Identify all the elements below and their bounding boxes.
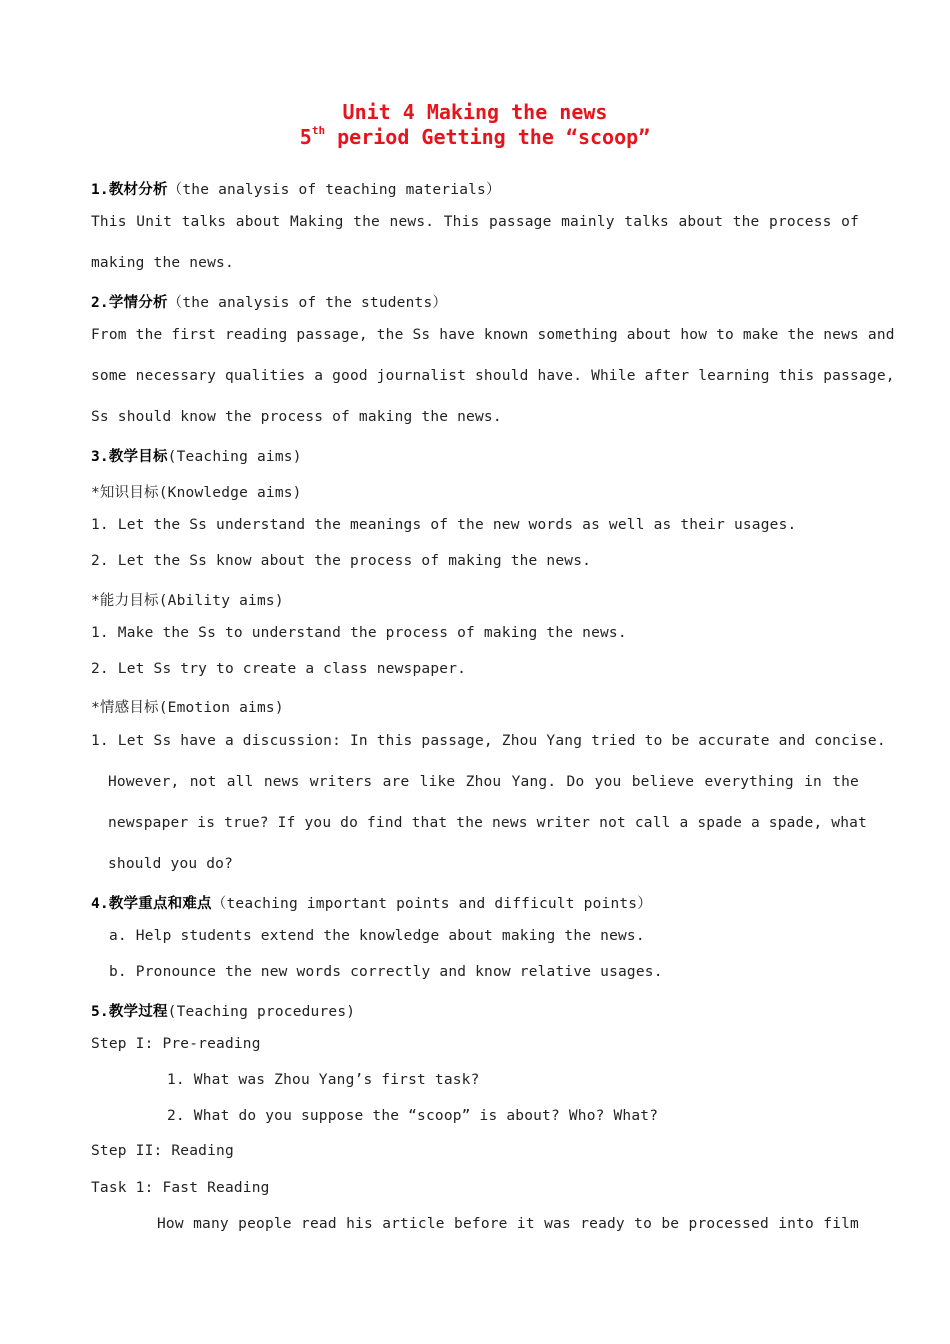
ability-aim-item-2: 2. Let Ss try to create a class newspaper.: [91, 661, 467, 677]
section-4-subtitle: （teaching important points and difficult points）: [211, 896, 652, 912]
section-3-title: 3.教学目标: [91, 449, 168, 465]
title-period-text: period Getting the “scoop”: [325, 125, 651, 149]
section-2-title: 2.学情分析: [91, 295, 168, 311]
section-2-paragraph-line3: Ss should know the process of making the news.: [91, 409, 502, 425]
section-5-heading: [91, 1000, 355, 1021]
knowledge-aim-item-1: 1. Let the Ss understand the meanings of the new words as well as their usages.: [91, 517, 797, 533]
section-4-point-b: b. Pronounce the new words correctly and know relative usages.: [109, 964, 663, 980]
section-2-heading: [91, 291, 447, 312]
emotion-aims-heading: *情感目标(Emotion aims): [91, 700, 284, 716]
emotion-aim-item-1-line3: newspaper is true? If you do find that the news writer not call a spade a spade, what: [108, 815, 868, 831]
task-1-heading: Task 1: Fast Reading: [91, 1180, 270, 1196]
task-1-question: How many people read his article before it was ready to be processed into film: [157, 1216, 859, 1232]
emotion-aim-item-1-line2: However, not all news writers are like Zhou Yang. Do you believe everything in the: [108, 774, 859, 790]
section-1-heading: [91, 178, 501, 199]
title-ordinal-suffix: th: [311, 124, 326, 138]
section-2-paragraph-line2: some necessary qualities a good journalist should have. While after learning this passage,: [91, 368, 895, 384]
title-ordinal-number: 5: [299, 125, 312, 149]
ability-aim-item-1: 1. Make the Ss to understand the process of making the news.: [91, 625, 627, 641]
section-3-subtitle: (Teaching aims): [167, 449, 302, 465]
step-1-question-1: 1. What was Zhou Yang’s first task?: [167, 1072, 480, 1088]
section-1-subtitle: （the analysis of teaching materials）: [167, 182, 501, 198]
section-2-paragraph-line1: From the first reading passage, the Ss have known something about how to make the news and: [91, 327, 895, 343]
section-5-title: 5.教学过程: [91, 1004, 168, 1020]
section-1-title: 1.教材分析: [91, 182, 168, 198]
section-3-heading: [91, 445, 302, 466]
section-1-paragraph-line2: making the news.: [91, 255, 234, 271]
knowledge-aim-item-2: 2. Let the Ss know about the process of making the news.: [91, 553, 592, 569]
document-title-line1: Unit 4 Making the news: [342, 100, 608, 124]
section-4-heading: [91, 892, 652, 913]
step-1-heading: Step I: Pre-reading: [91, 1036, 261, 1052]
emotion-aim-item-1-line4: should you do?: [108, 856, 234, 872]
knowledge-aims-heading: *知识目标(Knowledge aims): [91, 485, 302, 501]
section-4-point-a: a. Help students extend the knowledge about making the news.: [109, 928, 645, 944]
section-1-paragraph-line1: This Unit talks about Making the news. This passage mainly talks about the process of: [91, 214, 859, 230]
section-2-subtitle: （the analysis of the students）: [167, 295, 448, 311]
ability-aims-heading: *能力目标(Ability aims): [91, 593, 284, 609]
step-1-question-2: 2. What do you suppose the “scoop” is about? Who? What?: [167, 1108, 659, 1124]
step-2-heading: Step II: Reading: [91, 1143, 234, 1159]
document-title-line2: [0, 125, 950, 149]
emotion-aim-item-1-line1: 1. Let Ss have a discussion: In this passage, Zhou Yang tried to be accurate and concise.: [91, 733, 886, 749]
section-5-subtitle: (Teaching procedures): [167, 1004, 356, 1020]
section-4-title: 4.教学重点和难点: [91, 896, 212, 912]
